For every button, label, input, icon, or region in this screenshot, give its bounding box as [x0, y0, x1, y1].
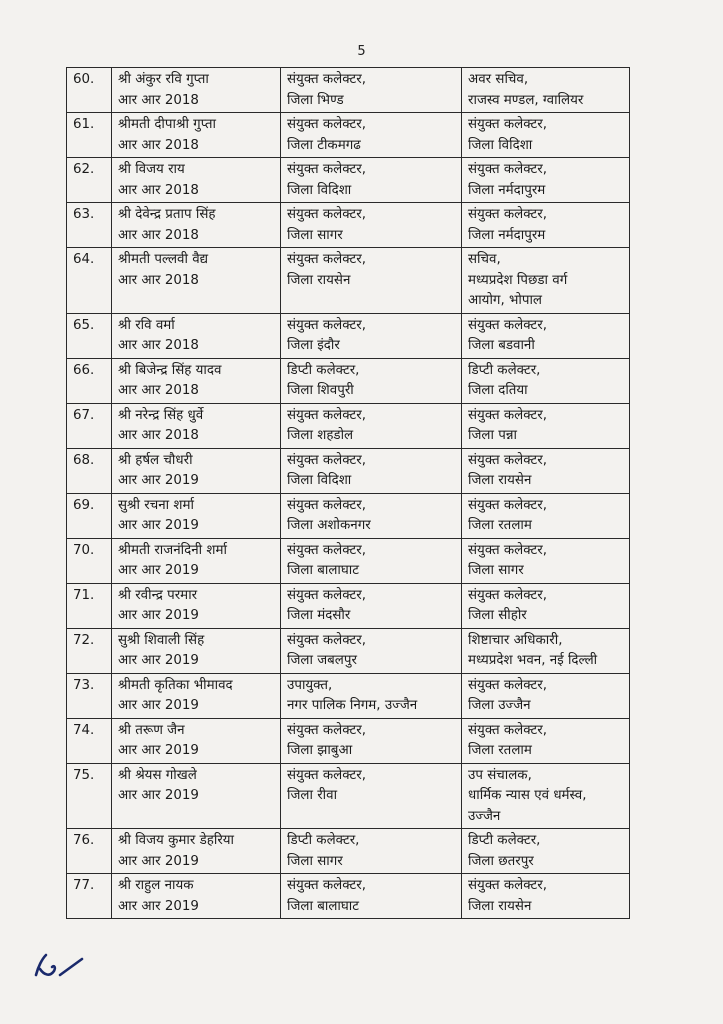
current-posting-line: जिला रायसेन	[287, 272, 351, 288]
serial-number: 64.	[67, 248, 112, 314]
table-row	[67, 113, 630, 158]
new-posting	[462, 313, 630, 358]
officer-batch: आर आर 2018	[118, 137, 199, 153]
current-posting	[281, 874, 462, 919]
current-posting-line: संयुक्त कलेक्टर,	[287, 587, 367, 603]
new-posting	[462, 763, 630, 829]
current-posting-line: जिला रीवा	[287, 788, 338, 803]
new-posting	[462, 248, 630, 314]
officer-cell	[112, 673, 281, 718]
posting-table-body	[67, 68, 630, 919]
table-row	[67, 68, 630, 113]
table-row	[67, 158, 630, 203]
table-row	[67, 248, 630, 314]
current-posting-line: जिला जबलपुर	[287, 653, 357, 668]
table-row	[67, 583, 630, 628]
current-posting-line: संयुक्त कलेक्टर,	[287, 72, 367, 87]
new-posting	[462, 583, 630, 628]
officer-batch: आर आर 2018	[118, 272, 199, 288]
officer-cell	[112, 829, 281, 874]
officer-name: श्रीमती कृतिका भीमावद	[118, 677, 233, 693]
officer-name: श्री विजय राय	[118, 162, 185, 177]
table-row	[67, 448, 630, 493]
new-posting	[462, 538, 630, 583]
new-posting-line: संयुक्त कलेक्टर,	[468, 542, 548, 558]
current-posting-line: जिला सागर	[287, 227, 343, 243]
officer-batch: आर आर 2019	[118, 743, 199, 758]
current-posting-line: उपायुक्त,	[287, 677, 333, 693]
current-posting	[281, 248, 462, 314]
current-posting	[281, 493, 462, 538]
new-posting-line: मध्यप्रदेश भवन, नई दिल्ली	[468, 653, 598, 668]
new-posting-line: आयोग, भोपाल	[468, 293, 543, 308]
new-posting-line: जिला बडवानी	[468, 338, 535, 353]
current-posting-line: संयुक्त कलेक्टर,	[287, 252, 367, 267]
new-posting-line: सचिव,	[468, 252, 501, 267]
serial-number: 74.	[67, 718, 112, 763]
officer-batch: आर आर 2019	[118, 788, 199, 803]
new-posting	[462, 358, 630, 403]
officer-name: श्री देवेन्द्र प्रताप सिंह	[118, 207, 216, 222]
officer-name: श्री बिजेन्द्र सिंह यादव	[118, 362, 222, 378]
serial-number: 71.	[67, 583, 112, 628]
officer-cell	[112, 68, 281, 113]
officer-cell	[112, 158, 281, 203]
officer-batch: आर आर 2019	[118, 853, 199, 869]
new-posting-line: धार्मिक न्यास एवं धर्मस्व,	[468, 788, 587, 803]
current-posting-line: संयुक्त कलेक्टर,	[287, 767, 367, 783]
officer-name: श्री राहुल नायक	[118, 878, 194, 893]
serial-number: 72.	[67, 628, 112, 673]
new-posting-line: जिला विदिशा	[468, 137, 533, 153]
officer-name: श्री रवीन्द्र परमार	[118, 587, 198, 603]
officer-name: श्री तरूण जैन	[118, 722, 185, 738]
current-posting-line: संयुक्त कलेक्टर,	[287, 117, 367, 132]
table-row	[67, 763, 630, 829]
current-posting-line: जिला भिण्ड	[287, 92, 344, 108]
new-posting-line: संयुक्त कलेक्टर,	[468, 207, 548, 222]
new-posting	[462, 829, 630, 874]
current-posting-line: जिला मंदसौर	[287, 608, 351, 623]
current-posting	[281, 718, 462, 763]
current-posting	[281, 158, 462, 203]
officer-cell	[112, 113, 281, 158]
officer-name: श्रीमती पल्लवी वैद्य	[118, 252, 209, 267]
officer-cell	[112, 448, 281, 493]
serial-number: 76.	[67, 829, 112, 874]
current-posting-line: जिला विदिशा	[287, 182, 352, 198]
serial-number: 62.	[67, 158, 112, 203]
current-posting-line: जिला विदिशा	[287, 473, 352, 488]
officer-batch: आर आर 2018	[118, 428, 199, 443]
serial-number: 61.	[67, 113, 112, 158]
new-posting-line: जिला सागर	[468, 563, 524, 578]
table-row	[67, 874, 630, 919]
officer-name: श्री श्रेयस गोखले	[118, 767, 197, 783]
officer-batch: आर आर 2019	[118, 898, 199, 914]
officer-batch: आर आर 2018	[118, 182, 199, 198]
current-posting-line: संयुक्त कलेक्टर,	[287, 497, 367, 513]
current-posting-line: जिला अशोकनगर	[287, 518, 371, 533]
new-posting-line: संयुक्त कलेक्टर,	[468, 317, 548, 333]
current-posting	[281, 673, 462, 718]
serial-number: 66.	[67, 358, 112, 403]
officer-batch: आर आर 2019	[118, 518, 199, 533]
serial-number: 68.	[67, 448, 112, 493]
new-posting-line: संयुक्त कलेक्टर,	[468, 497, 548, 513]
officer-cell	[112, 313, 281, 358]
current-posting-line: जिला झाबुआ	[287, 743, 353, 758]
officer-batch: आर आर 2019	[118, 608, 199, 623]
table-row	[67, 403, 630, 448]
new-posting-line: संयुक्त कलेक्टर,	[468, 677, 548, 693]
officer-batch: आर आर 2019	[118, 563, 199, 578]
officer-cell	[112, 403, 281, 448]
new-posting-line: संयुक्त कलेक्टर,	[468, 117, 548, 132]
new-posting	[462, 874, 630, 919]
officer-cell	[112, 358, 281, 403]
officer-batch: आर आर 2019	[118, 698, 199, 713]
new-posting-line: शिष्टाचार अधिकारी,	[468, 632, 563, 648]
new-posting	[462, 113, 630, 158]
new-posting-line: संयुक्त कलेक्टर,	[468, 162, 548, 177]
new-posting	[462, 203, 630, 248]
table-row	[67, 493, 630, 538]
new-posting-line: जिला दतिया	[468, 383, 528, 398]
current-posting-line: संयुक्त कलेक्टर,	[287, 542, 367, 558]
new-posting-line: उज्जैन	[468, 808, 501, 824]
officer-cell	[112, 493, 281, 538]
new-posting-line: मध्यप्रदेश पिछडा वर्ग	[468, 272, 568, 288]
table-row	[67, 313, 630, 358]
officer-cell	[112, 538, 281, 583]
current-posting-line: जिला शहडोल	[287, 428, 354, 443]
current-posting-line: संयुक्त कलेक्टर,	[287, 632, 367, 648]
page-number: 5	[357, 44, 366, 59]
new-posting-line: जिला पन्ना	[468, 428, 517, 443]
current-posting	[281, 358, 462, 403]
officer-name: श्री नरेन्द्र सिंह धुर्वे	[118, 407, 204, 423]
current-posting	[281, 583, 462, 628]
current-posting-line: जिला बालाघाट	[287, 898, 359, 914]
new-posting	[462, 68, 630, 113]
current-posting	[281, 113, 462, 158]
new-posting-line: जिला नर्मदापुरम	[468, 227, 546, 243]
new-posting-line: डिप्टी कलेक्टर,	[468, 833, 541, 848]
current-posting	[281, 68, 462, 113]
officer-cell	[112, 583, 281, 628]
table-row	[67, 718, 630, 763]
officer-cell	[112, 874, 281, 919]
serial-number: 60.	[67, 68, 112, 113]
officer-batch: आर आर 2018	[118, 338, 199, 353]
new-posting-line: संयुक्त कलेक्टर,	[468, 407, 548, 423]
new-posting-line: जिला छतरपुर	[468, 853, 534, 869]
new-posting-line: उप संचालक,	[468, 767, 532, 783]
officer-name: सुश्री शिवाली सिंह	[118, 632, 205, 648]
officer-name: श्री विजय कुमार डेहरिया	[118, 833, 235, 848]
new-posting-line: संयुक्त कलेक्टर,	[468, 722, 548, 738]
table-row	[67, 628, 630, 673]
current-posting-line: नगर पालिक निगम, उज्जैन	[287, 698, 418, 713]
current-posting-line: संयुक्त कलेक्टर,	[287, 162, 367, 177]
officer-cell	[112, 248, 281, 314]
table-row	[67, 358, 630, 403]
current-posting	[281, 403, 462, 448]
officer-cell	[112, 763, 281, 829]
table-row	[67, 203, 630, 248]
current-posting	[281, 313, 462, 358]
officer-name: श्रीमती राजनंदिनी शर्मा	[118, 542, 227, 558]
officer-batch: आर आर 2019	[118, 473, 199, 488]
new-posting	[462, 673, 630, 718]
posting-table	[66, 67, 630, 919]
current-posting-line: संयुक्त कलेक्टर,	[287, 207, 367, 222]
officer-cell	[112, 203, 281, 248]
new-posting-line: जिला रतलाम	[468, 743, 532, 758]
current-posting-line: जिला टीकमगढ	[287, 137, 361, 153]
current-posting-line: संयुक्त कलेक्टर,	[287, 452, 367, 468]
current-posting-line: संयुक्त कलेक्टर,	[287, 407, 367, 423]
officer-name: श्रीमती दीपाश्री गुप्ता	[118, 117, 216, 132]
officer-name: सुश्री रचना शर्मा	[118, 497, 194, 513]
new-posting-line: अवर सचिव,	[468, 72, 529, 87]
new-posting-line: जिला नर्मदापुरम	[468, 182, 546, 198]
current-posting-line: जिला शिवपुरी	[287, 383, 354, 398]
new-posting-line: जिला सीहोर	[468, 608, 527, 623]
new-posting-line: डिप्टी कलेक्टर,	[468, 362, 541, 378]
current-posting-line: जिला बालाघाट	[287, 563, 359, 578]
current-posting-line: संयुक्त कलेक्टर,	[287, 722, 367, 738]
officer-cell	[112, 628, 281, 673]
serial-number: 69.	[67, 493, 112, 538]
serial-number: 73.	[67, 673, 112, 718]
new-posting	[462, 493, 630, 538]
new-posting-line: जिला रतलाम	[468, 518, 532, 533]
table-row	[67, 673, 630, 718]
new-posting	[462, 158, 630, 203]
table-row	[67, 538, 630, 583]
officer-name: श्री अंकुर रवि गुप्ता	[118, 72, 209, 87]
current-posting-line: संयुक्त कलेक्टर,	[287, 317, 367, 333]
current-posting-line: डिप्टी कलेक्टर,	[287, 362, 360, 378]
current-posting-line: संयुक्त कलेक्टर,	[287, 878, 367, 893]
current-posting	[281, 763, 462, 829]
current-posting-line: डिप्टी कलेक्टर,	[287, 833, 360, 848]
new-posting-line: संयुक्त कलेक्टर,	[468, 452, 548, 468]
current-posting	[281, 829, 462, 874]
serial-number: 70.	[67, 538, 112, 583]
current-posting	[281, 448, 462, 493]
officer-name: श्री हर्षल चौधरी	[118, 452, 193, 468]
serial-number: 67.	[67, 403, 112, 448]
new-posting-line: जिला रायसेन	[468, 473, 532, 488]
current-posting-line: जिला सागर	[287, 853, 343, 869]
new-posting-line: संयुक्त कलेक्टर,	[468, 587, 548, 603]
table-row	[67, 829, 630, 874]
current-posting-line: जिला इंदौर	[287, 338, 340, 353]
new-posting	[462, 448, 630, 493]
new-posting-line: संयुक्त कलेक्टर,	[468, 878, 548, 893]
new-posting	[462, 403, 630, 448]
new-posting-line: जिला उज्जैन	[468, 698, 531, 713]
new-posting	[462, 718, 630, 763]
officer-batch: आर आर 2019	[118, 653, 199, 668]
officer-cell	[112, 718, 281, 763]
officer-batch: आर आर 2018	[118, 227, 199, 243]
signature-mark	[30, 945, 90, 985]
officer-name: श्री रवि वर्मा	[118, 317, 175, 333]
serial-number: 75.	[67, 763, 112, 829]
officer-batch: आर आर 2018	[118, 383, 199, 398]
serial-number: 65.	[67, 313, 112, 358]
current-posting	[281, 538, 462, 583]
officer-batch: आर आर 2018	[118, 92, 199, 108]
serial-number: 63.	[67, 203, 112, 248]
new-posting-line: राजस्व मण्डल, ग्वालियर	[468, 92, 584, 108]
current-posting	[281, 628, 462, 673]
serial-number: 77.	[67, 874, 112, 919]
current-posting	[281, 203, 462, 248]
new-posting	[462, 628, 630, 673]
new-posting-line: जिला रायसेन	[468, 898, 532, 914]
